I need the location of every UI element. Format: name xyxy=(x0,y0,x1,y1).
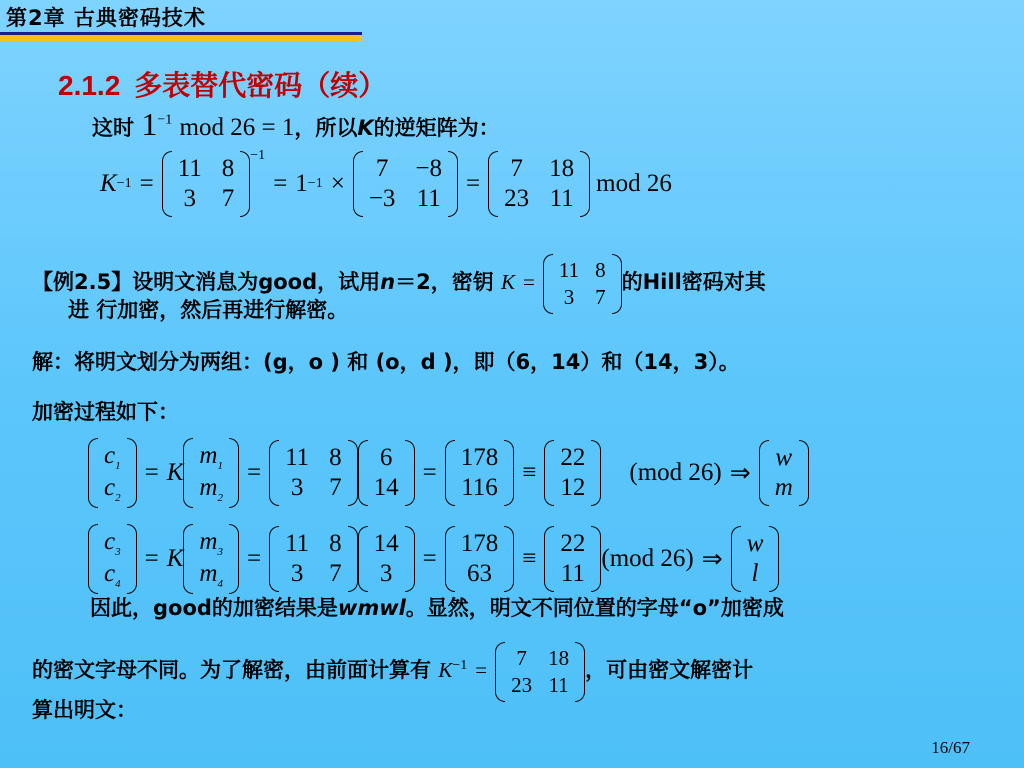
example-tag: 【例2.5】 xyxy=(32,269,133,294)
mod-label: mod 26 xyxy=(596,170,672,197)
section-number: 2.1.2 xyxy=(58,70,121,101)
page-number: 16/67 xyxy=(931,738,970,757)
solution-line: 解：将明文划分为两组：(g，o ) 和 (o，d )，即（6，14）和（14，3）。 xyxy=(32,350,740,374)
section-title: 多表替代密码（续） xyxy=(134,70,387,101)
conclusion-line-3: 算出明文： xyxy=(32,698,137,722)
encryption-equation-2: $c_3$ $c_4$ = K $m_3$ $m_4$ = 11 8 3 7 14 3 = 178 63 ≡ 22 11 (mod 26) ⇒ w l xyxy=(88,522,779,596)
header-rule-blue xyxy=(0,32,362,35)
one-inverse: $1^{-1}$ xyxy=(141,106,173,142)
text: ＝2，密钥 xyxy=(395,269,494,294)
conclusion-line-2: 的密文字母不同。为了解密，由前面计算有 $K^{-1}$ = 7 18 23 11 ，可由密文解密计 xyxy=(32,642,753,702)
example-line-2: 进 行加密，然后再进行解密。 xyxy=(68,298,349,322)
text: 的Hill密码对其 xyxy=(621,269,766,294)
ciphertext: wmwl xyxy=(337,596,406,620)
text: 的逆矩阵为： xyxy=(373,116,500,140)
inverse-key-expression: $K^{-1}$ = 7 18 23 11 xyxy=(438,658,585,682)
k-symbol: K xyxy=(100,170,117,197)
chapter-title: 第2章 古典密码技术 xyxy=(6,6,206,30)
header-rule-gold xyxy=(0,36,362,41)
text: 这时 xyxy=(92,116,134,140)
encryption-equation-1: $c_1$ $c_2$ = K $m_1$ $m_2$ = 11 8 3 7 6 14 = 178 116 ≡ 22 12 (mod 26) ⇒ w m xyxy=(88,436,809,510)
n-symbol: n xyxy=(380,269,396,294)
inverse-matrix: 7 18 23 11 xyxy=(488,151,590,217)
k-symbol: K xyxy=(357,116,374,140)
line-inverse-intro xyxy=(92,106,500,143)
key-expression: K = 11 8 3 7 xyxy=(501,270,622,294)
section-heading xyxy=(58,64,386,104)
process-label: 加密过程如下： xyxy=(32,400,179,424)
key-matrix: 11 8 3 7 xyxy=(162,151,251,217)
text: 设明文消息为good，试用 xyxy=(132,269,381,294)
conclusion-line-1: 因此，good的加密结果是wmwl。显然，明文不同位置的字母“o”加密成 xyxy=(90,596,784,620)
inverse-equation: K −1 = 11 8 3 7 −1 = 1 −1 × 7 −8 −3 11 = 7 18 23 11 mod 26 xyxy=(100,148,672,220)
text: ，所以 xyxy=(294,116,358,140)
mod-expression: mod 26 = 1 xyxy=(179,114,295,141)
adjugate-matrix: 7 −8 −3 11 xyxy=(353,151,458,217)
